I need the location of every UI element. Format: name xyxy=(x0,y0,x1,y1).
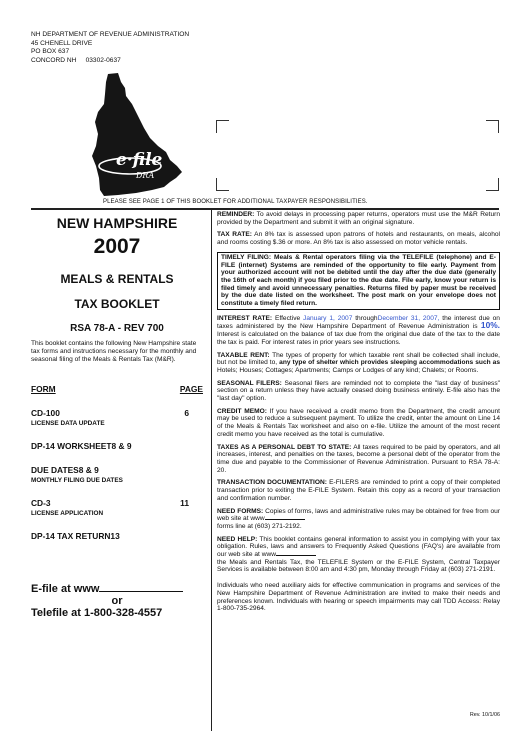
tax-rate-heading: TAX RATE: xyxy=(217,231,252,239)
cover-panel xyxy=(31,215,203,619)
form-column-header: FORM xyxy=(31,384,56,394)
address-line: CONCORD NH 03302-0637 xyxy=(31,56,121,64)
interest-start-date: January 1, 2007 xyxy=(303,314,353,322)
personal-debt-heading: TAXES AS A PERSONAL DEBT TO STATE: xyxy=(217,443,352,451)
need-forms-heading: NEED FORMS: xyxy=(217,507,264,515)
efile-url-blank xyxy=(99,581,183,592)
form-name: CD-100 xyxy=(31,408,60,418)
transaction-doc-heading: TRANSACTION DOCUMENTATION: xyxy=(217,479,327,487)
address-window-corner-br xyxy=(486,178,499,191)
state-heading: NEW HAMPSHIRE xyxy=(56,215,178,231)
forms-table-header xyxy=(31,384,203,394)
credit-memo-heading: CREDIT MEMO: xyxy=(217,407,267,415)
need-help-text: This booklet contains general information to assist you in complying with your tax obligation. Rules, laws and answers to Frequently Asked Questions (FAQ's) are available from our web site at www xyxy=(217,535,500,559)
form-page: 11 xyxy=(180,498,189,508)
seasonal-filers-section xyxy=(217,380,500,403)
interest-end-date: December 31, 2007, xyxy=(377,314,440,322)
need-forms-section xyxy=(217,508,500,531)
dra-logo-text: DRA xyxy=(136,171,155,180)
tax-rate-section xyxy=(217,231,500,246)
page-column-header: PAGE xyxy=(179,384,203,394)
booklet-title: MEALS & RENTALS xyxy=(60,272,174,286)
notices-panel xyxy=(217,211,500,618)
timely-filing-text: Meals & Rental operators filing via the TELEFILE (telephone) and E-FILE (internet) Systems are reminded of the opportunity to file early. Payment from your authorized account will not be debited until the day after the due date (generally the 16th of each month) if you filed prior to the due date. File early, know your return is filed timely and avoid unnecessary penalties. Returns filed by paper must be received by the due date listed on the worksheet. The post mark on your envelope does not constitute a timely filed return. xyxy=(221,253,496,308)
taxable-rent-text: The types of property for which taxable rent shall be collected shall include, but not be limited to, xyxy=(217,351,500,367)
interest-text: through xyxy=(355,314,378,322)
rsa-reference: RSA 78-A - REV 700 xyxy=(70,323,164,334)
efile-logo-text: e·file xyxy=(116,150,163,170)
form-page: 13 xyxy=(110,531,120,541)
interest-rate-section xyxy=(217,315,500,347)
address-line: PO BOX 637 xyxy=(31,48,70,56)
form-list-item xyxy=(31,441,203,451)
taxable-rent-heading: TAXABLE RENT: xyxy=(217,351,270,359)
form-list-item xyxy=(31,531,203,541)
form-page: 6 xyxy=(184,408,189,418)
interest-text: Interest is calculated on the balance of tax due from the original due date of the tax to the date the tax is paid. For interest rates in prior years see instructions. xyxy=(217,331,500,346)
address-window-corner-tl xyxy=(216,120,229,133)
year-heading: 2007 xyxy=(93,235,141,258)
form-name: DUE DATES xyxy=(31,465,79,475)
need-forms-text: forms line at (603) 271-2192. xyxy=(217,522,302,530)
reminder-section xyxy=(217,211,500,226)
form-list-item xyxy=(31,408,203,427)
department-address xyxy=(31,31,189,65)
interest-text: the interest due on taxes administered by the New Hampshire Department of Revenue Administration is xyxy=(217,314,500,331)
revision-date: Rev. 10/1/06 xyxy=(469,712,500,718)
personal-debt-section xyxy=(217,444,500,475)
form-name: CD-3 xyxy=(31,498,51,508)
transaction-doc-section xyxy=(217,479,500,502)
interest-rate-heading: INTEREST RATE: xyxy=(217,314,273,322)
or-text: or xyxy=(111,595,123,607)
need-help-heading: NEED HELP: xyxy=(217,535,258,543)
transaction-doc-text: E-FILERS are reminded to print a copy of their completed transaction prior to exiting the E-FILE System. Retain this copy as a record of your transaction and confirmation number. xyxy=(217,479,501,502)
personal-debt-text: All taxes required to be paid by operators, and all increases, interest, and penalties on the taxes, become a personal debt of the operator from the time due and payable to the Commissioner of Revenue Administration. Pursuant to RSA 78-A: 20. xyxy=(217,443,500,474)
booklet-subtitle: TAX BOOKLET xyxy=(74,297,160,311)
efile-label: E-file at www xyxy=(31,583,100,595)
form-description: MONTHLY FILING DUE DATES xyxy=(31,477,123,484)
intro-paragraph: This booklet contains the following New Hampshire state tax forms and instructions necessary for the monthly and seasonal filing of the Meals & Rentals Tax (M&R). xyxy=(31,340,197,363)
credit-memo-section xyxy=(217,408,500,439)
address-window-corner-tr xyxy=(486,120,499,133)
new-hampshire-map xyxy=(78,72,184,198)
reminder-heading: REMINDER: xyxy=(217,211,255,218)
form-description: LICENSE APPLICATION xyxy=(31,510,104,517)
form-name: DP-14 TAX RETURN xyxy=(31,531,111,541)
form-description: LICENSE DATA UPDATE xyxy=(31,420,105,427)
address-window-corner-bl xyxy=(216,178,229,191)
telefile-phone: Telefile at 1-800-328-4557 xyxy=(31,607,163,619)
form-page: 8 & 9 xyxy=(111,441,132,451)
column-divider xyxy=(211,209,212,731)
seasonal-filers-text: Seasonal filers are reminded not to complete the "last day of business" section on a return unless they have actually ceased doing business entirely. E-file also has the "last day" option. xyxy=(217,379,500,403)
reminder-text: To avoid delays in processing paper returns, operators must use the M&R Return provided by the Department and submit it with an original signature. xyxy=(217,211,500,226)
need-help-text: the Meals and Rentals Tax, the TELEFILE System or the E-FILE System, Central Taxpayer Services is available between 8:00 am and 4:30 pm, Monday through Friday at (603) 271-2191. xyxy=(217,558,500,574)
interest-text: Effective xyxy=(274,314,301,322)
address-line: NH DEPARTMENT OF REVENUE ADMINISTRATION xyxy=(31,31,190,38)
form-name: DP-14 WORKSHEET xyxy=(31,441,112,451)
taxable-rent-section xyxy=(217,352,500,375)
credit-memo-text: If you have received a credit memo from the Department, the credit amount may be used to reduce a subsequent payment. To utilize the credit, enter the amount on Line 14 of the Meals & Rentals Tax worksheet and also on e-file. Utilize the amount of the most recent credit memo you have received as the total is cumulative. xyxy=(217,407,500,438)
taxable-rent-emphasis: any type of shelter which provides sleeping accommodations such as xyxy=(279,359,500,367)
form-list-item xyxy=(31,498,203,517)
taxable-rent-text: Hotels; Houses; Cottages; Apartments; Camps or Lodges of any kind; Chalets; or Rooms. xyxy=(217,366,479,374)
address-line: 45 CHENELL DRIVE xyxy=(31,39,93,47)
tax-rate-text: An 8% tax is assessed upon patrons of hotels and restaurants, on meals, alcohol and rooms costing $.36 or more. An 8% tax is also assessed on motor vehicle rentals. xyxy=(217,231,500,247)
timely-filing-box xyxy=(217,252,500,310)
form-list-item xyxy=(31,465,203,484)
instruction-text: PLEASE SEE PAGE 1 OF THIS BOOKLET FOR ADDITIONAL TAXPAYER RESPONSIBILITIES. xyxy=(103,199,368,205)
need-forms-text: Copies of forms, laws and administrative rules may be obtained for free from our web site at www xyxy=(217,507,500,523)
interest-rate-value: 10%. xyxy=(480,320,500,331)
form-page: 8 & 9 xyxy=(78,465,99,475)
seasonal-filers-heading: SEASONAL FILERS: xyxy=(217,379,282,387)
efile-line xyxy=(31,581,203,595)
timely-filing-heading: TIMELY FILING: xyxy=(221,253,272,261)
need-help-section xyxy=(217,536,500,575)
top-divider xyxy=(31,208,499,210)
accessibility-section: Individuals who need auxiliary aids for effective communication in programs and services of the New Hampshire Department of Revenue Administration are invited to make their needs and preferences known. Individuals with hearing or speech impairments may call TDD Access: Relay 1-800-735-2964. xyxy=(217,582,500,613)
